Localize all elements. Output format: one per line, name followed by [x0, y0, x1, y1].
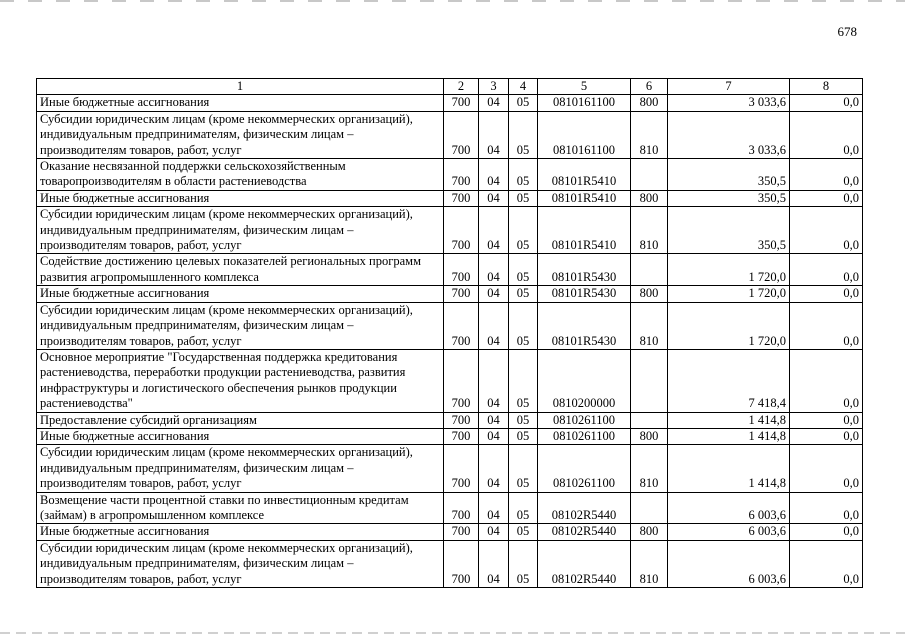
table-row [37, 412, 863, 428]
row-section-cell: 04 [479, 286, 509, 302]
table-header-row [37, 79, 863, 95]
row-section-cell: 04 [479, 492, 509, 524]
row-amount-2-cell: 0,0 [790, 159, 863, 191]
row-target-article-cell: 0810261100 [538, 428, 631, 444]
row-target-article-cell: 0810200000 [538, 349, 631, 412]
row-target-article-cell: 0810161100 [538, 111, 631, 158]
row-amount-cell: 1 414,8 [668, 412, 790, 428]
row-expense-type-cell: 810 [631, 445, 668, 492]
row-name-cell: Иные бюджетные ассигнования [37, 286, 444, 302]
row-section-cell: 04 [479, 428, 509, 444]
row-code-cell: 700 [444, 428, 479, 444]
row-target-article-cell: 08101R5430 [538, 302, 631, 349]
row-target-article-cell: 08101R5410 [538, 190, 631, 206]
header-cell-1: 1 [37, 79, 444, 95]
row-amount-cell: 350,5 [668, 207, 790, 254]
table-row [37, 540, 863, 587]
row-amount-2-cell: 0,0 [790, 254, 863, 286]
row-amount-2-cell: 0,0 [790, 428, 863, 444]
row-expense-type-cell: 800 [631, 95, 668, 111]
row-section-cell: 04 [479, 524, 509, 540]
row-amount-2-cell: 0,0 [790, 445, 863, 492]
row-subsection-cell: 05 [509, 207, 538, 254]
row-code-cell: 700 [444, 207, 479, 254]
row-amount-cell: 7 418,4 [668, 349, 790, 412]
row-amount-2-cell: 0,0 [790, 207, 863, 254]
table-row [37, 286, 863, 302]
row-code-cell: 700 [444, 302, 479, 349]
row-expense-type-cell: 810 [631, 207, 668, 254]
table-row [37, 445, 863, 492]
row-subsection-cell: 05 [509, 302, 538, 349]
row-name-cell: Возмещение части процентной ставки по инвестиционным кредитам (займам) в агропромышленном комплексе [37, 492, 444, 524]
row-expense-type-cell: 800 [631, 190, 668, 206]
row-amount-cell: 6 003,6 [668, 492, 790, 524]
row-subsection-cell: 05 [509, 286, 538, 302]
row-name-cell: Иные бюджетные ассигнования [37, 190, 444, 206]
budget-table [36, 78, 863, 588]
header-cell-7: 7 [668, 79, 790, 95]
row-name-cell: Иные бюджетные ассигнования [37, 524, 444, 540]
row-code-cell: 700 [444, 412, 479, 428]
row-expense-type-cell [631, 492, 668, 524]
row-target-article-cell: 08102R5440 [538, 540, 631, 587]
row-subsection-cell: 05 [509, 445, 538, 492]
row-section-cell: 04 [479, 95, 509, 111]
header-cell-6: 6 [631, 79, 668, 95]
row-subsection-cell: 05 [509, 524, 538, 540]
row-section-cell: 04 [479, 159, 509, 191]
row-amount-cell: 1 720,0 [668, 254, 790, 286]
row-target-article-cell: 08102R5440 [538, 492, 631, 524]
row-amount-cell: 1 414,8 [668, 428, 790, 444]
table-row [37, 190, 863, 206]
header-cell-5: 5 [538, 79, 631, 95]
row-expense-type-cell [631, 254, 668, 286]
row-target-article-cell: 08101R5410 [538, 207, 631, 254]
row-amount-2-cell: 0,0 [790, 349, 863, 412]
row-expense-type-cell: 800 [631, 524, 668, 540]
table-row [37, 111, 863, 158]
row-amount-2-cell: 0,0 [790, 524, 863, 540]
row-name-cell: Субсидии юридическим лицам (кроме некоммерческих организаций), индивидуальным предпринимателям, физическим лицам – производителям товаров, работ, услуг [37, 302, 444, 349]
row-code-cell: 700 [444, 286, 479, 302]
row-subsection-cell: 05 [509, 540, 538, 587]
row-section-cell: 04 [479, 254, 509, 286]
scan-bottom-edge [0, 632, 905, 634]
row-name-cell: Иные бюджетные ассигнования [37, 428, 444, 444]
row-section-cell: 04 [479, 540, 509, 587]
row-code-cell: 700 [444, 190, 479, 206]
table-row [37, 428, 863, 444]
row-expense-type-cell: 810 [631, 111, 668, 158]
row-target-article-cell: 08101R5410 [538, 159, 631, 191]
row-amount-2-cell: 0,0 [790, 111, 863, 158]
row-expense-type-cell: 800 [631, 286, 668, 302]
row-amount-cell: 3 033,6 [668, 95, 790, 111]
page-number: 678 [837, 24, 857, 39]
row-name-cell: Субсидии юридическим лицам (кроме некоммерческих организаций), индивидуальным предпринимателям, физическим лицам – производителям товаров, работ, услуг [37, 111, 444, 158]
row-section-cell: 04 [479, 207, 509, 254]
row-section-cell: 04 [479, 445, 509, 492]
row-subsection-cell: 05 [509, 95, 538, 111]
row-expense-type-cell [631, 159, 668, 191]
row-subsection-cell: 05 [509, 190, 538, 206]
table-row [37, 349, 863, 412]
row-subsection-cell: 05 [509, 492, 538, 524]
row-code-cell: 700 [444, 445, 479, 492]
row-amount-cell: 1 720,0 [668, 286, 790, 302]
row-amount-cell: 6 003,6 [668, 540, 790, 587]
row-code-cell: 700 [444, 349, 479, 412]
row-amount-2-cell: 0,0 [790, 492, 863, 524]
row-amount-2-cell: 0,0 [790, 286, 863, 302]
row-amount-2-cell: 0,0 [790, 540, 863, 587]
row-name-cell: Иные бюджетные ассигнования [37, 95, 444, 111]
row-code-cell: 700 [444, 95, 479, 111]
row-target-article-cell: 0810261100 [538, 445, 631, 492]
row-name-cell: Субсидии юридическим лицам (кроме некоммерческих организаций), индивидуальным предпринимателям, физическим лицам – производителям товаров, работ, услуг [37, 540, 444, 587]
row-name-cell: Содействие достижению целевых показателей региональных программ развития агропромышленного комплекса [37, 254, 444, 286]
table-row [37, 159, 863, 191]
row-amount-2-cell: 0,0 [790, 95, 863, 111]
header-cell-4: 4 [509, 79, 538, 95]
row-code-cell: 700 [444, 159, 479, 191]
row-amount-cell: 350,5 [668, 190, 790, 206]
row-name-cell: Субсидии юридическим лицам (кроме некоммерческих организаций), индивидуальным предпринимателям, физическим лицам – производителям товаров, работ, услуг [37, 445, 444, 492]
row-subsection-cell: 05 [509, 111, 538, 158]
header-cell-2: 2 [444, 79, 479, 95]
row-amount-2-cell: 0,0 [790, 412, 863, 428]
row-section-cell: 04 [479, 111, 509, 158]
row-name-cell: Основное мероприятие "Государственная поддержка кредитования растениеводства, переработки продукции растениеводства, развития инфраструктуры и логистического обеспечения рынков продукции растениеводства" [37, 349, 444, 412]
row-target-article-cell: 08101R5430 [538, 254, 631, 286]
row-subsection-cell: 05 [509, 412, 538, 428]
row-expense-type-cell: 810 [631, 540, 668, 587]
row-amount-cell: 350,5 [668, 159, 790, 191]
row-subsection-cell: 05 [509, 349, 538, 412]
row-target-article-cell: 08101R5430 [538, 286, 631, 302]
row-expense-type-cell: 800 [631, 428, 668, 444]
row-name-cell: Субсидии юридическим лицам (кроме некоммерческих организаций), индивидуальным предпринимателям, физическим лицам – производителям товаров, работ, услуг [37, 207, 444, 254]
row-section-cell: 04 [479, 412, 509, 428]
row-expense-type-cell: 810 [631, 302, 668, 349]
row-amount-2-cell: 0,0 [790, 302, 863, 349]
row-name-cell: Оказание несвязанной поддержки сельскохозяйственным товаропроизводителям в области растениеводства [37, 159, 444, 191]
row-code-cell: 700 [444, 111, 479, 158]
row-target-article-cell: 0810261100 [538, 412, 631, 428]
row-section-cell: 04 [479, 349, 509, 412]
row-subsection-cell: 05 [509, 254, 538, 286]
row-amount-cell: 6 003,6 [668, 524, 790, 540]
row-amount-cell: 3 033,6 [668, 111, 790, 158]
row-expense-type-cell [631, 349, 668, 412]
row-target-article-cell: 0810161100 [538, 95, 631, 111]
row-subsection-cell: 05 [509, 159, 538, 191]
table-row [37, 95, 863, 111]
row-amount-2-cell: 0,0 [790, 190, 863, 206]
row-code-cell: 700 [444, 492, 479, 524]
row-expense-type-cell [631, 412, 668, 428]
row-section-cell: 04 [479, 302, 509, 349]
header-cell-3: 3 [479, 79, 509, 95]
table-row [37, 254, 863, 286]
header-cell-8: 8 [790, 79, 863, 95]
table-row [37, 207, 863, 254]
row-amount-cell: 1 720,0 [668, 302, 790, 349]
row-name-cell: Предоставление субсидий организациям [37, 412, 444, 428]
row-code-cell: 700 [444, 540, 479, 587]
row-code-cell: 700 [444, 524, 479, 540]
row-subsection-cell: 05 [509, 428, 538, 444]
row-target-article-cell: 08102R5440 [538, 524, 631, 540]
table-row [37, 492, 863, 524]
row-section-cell: 04 [479, 190, 509, 206]
table-row [37, 302, 863, 349]
table-row [37, 524, 863, 540]
row-code-cell: 700 [444, 254, 479, 286]
scan-top-edge [0, 0, 905, 2]
row-amount-cell: 1 414,8 [668, 445, 790, 492]
